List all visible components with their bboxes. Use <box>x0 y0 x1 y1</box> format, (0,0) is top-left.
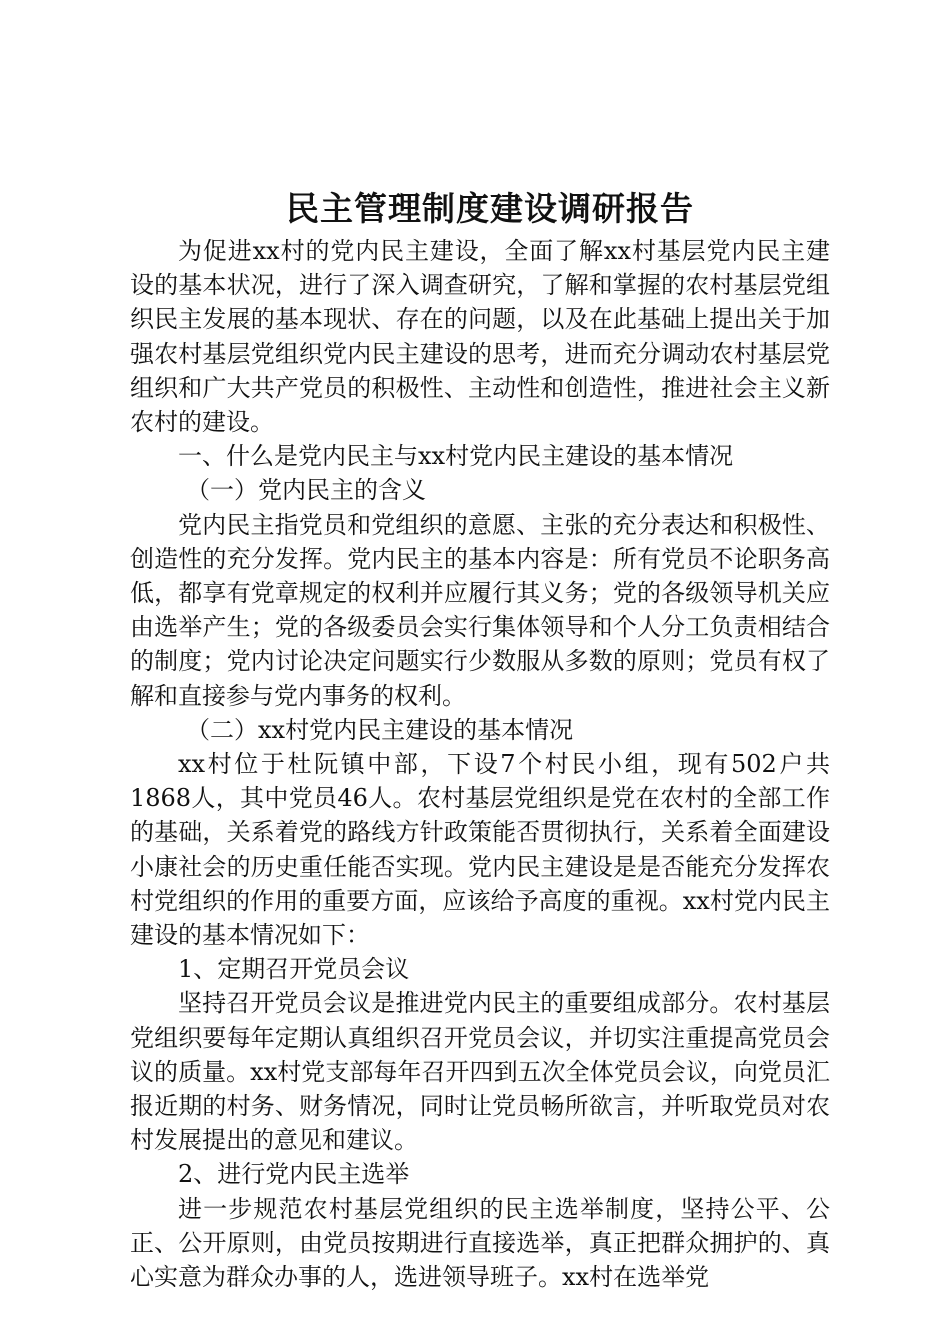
item-heading: 1、定期召开党员会议 <box>178 955 410 984</box>
paragraph: 坚持召开党员会议是推进党内民主的重要组成部分。农村基层党组织要每年定期认真组织召开党员会议，并切实注重提高党员会议的质量。xx村党支部每年召开四到五次全体党员会议，向党员汇报近期的村务、财务情况，同时让党员畅所欲言，并听取党员对农村发展提出的意见和建议。 <box>130 989 830 1155</box>
paragraph: 为促进xx村的党内民主建设，全面了解xx村基层党内民主建设的基本状况，进行了深入调查研究，了解和掌握的农村基层党组织民主发展的基本现状、存在的问题，以及在此基础上提出关于加强农村基层党组织党内民主建设的思考，进而充分调动农村基层党组织和广大共产党员的积极性、主动性和创造性，推进社会主义新农村的建设。 <box>130 237 830 437</box>
paragraph: xx村位于杜阮镇中部，下设7个村民小组，现有502户共1868人，其中党员46人。农村基层党组织是党在农村的全部工作的基础，关系着党的路线方针政策能否贯彻执行，关系着全面建设小康社会的历史重任能否实现。党内民主建设是是否能充分发挥农村党组织的作用的重要方面，应该给予高度的重视。xx村党内民主建设的基本情况如下： <box>130 750 830 950</box>
subsection-heading: （二）xx村党内民主建设的基本情况 <box>186 715 574 744</box>
document-page <box>130 184 830 1294</box>
section-heading: 一、什么是党内民主与xx村党内民主建设的基本情况 <box>178 442 734 471</box>
subsection-heading: （一）党内民主的含义 <box>186 476 426 505</box>
paragraph: 进一步规范农村基层党组织的民主选举制度，坚持公平、公正、公开原则，由党员按期进行直接选举，真正把群众拥护的、真心实意为群众办事的人，选进领导班子。xx村在选举党 <box>130 1194 830 1292</box>
item-heading: 2、进行党内民主选举 <box>178 1160 410 1189</box>
paragraph: 党内民主指党员和党组织的意愿、主张的充分表达和积极性、创造性的充分发挥。党内民主的基本内容是：所有党员不论职务高低，都享有党章规定的权利并应履行其义务；党的各级领导机关应由选举产生；党的各级委员会实行集体领导和个人分工负责相结合的制度；党内讨论决定问题实行少数服从多数的原则；党员有权了解和直接参与党内事务的权利。 <box>130 510 830 710</box>
document-title: 民主管理制度建设调研报告 <box>286 189 694 228</box>
document-body <box>130 234 830 1294</box>
